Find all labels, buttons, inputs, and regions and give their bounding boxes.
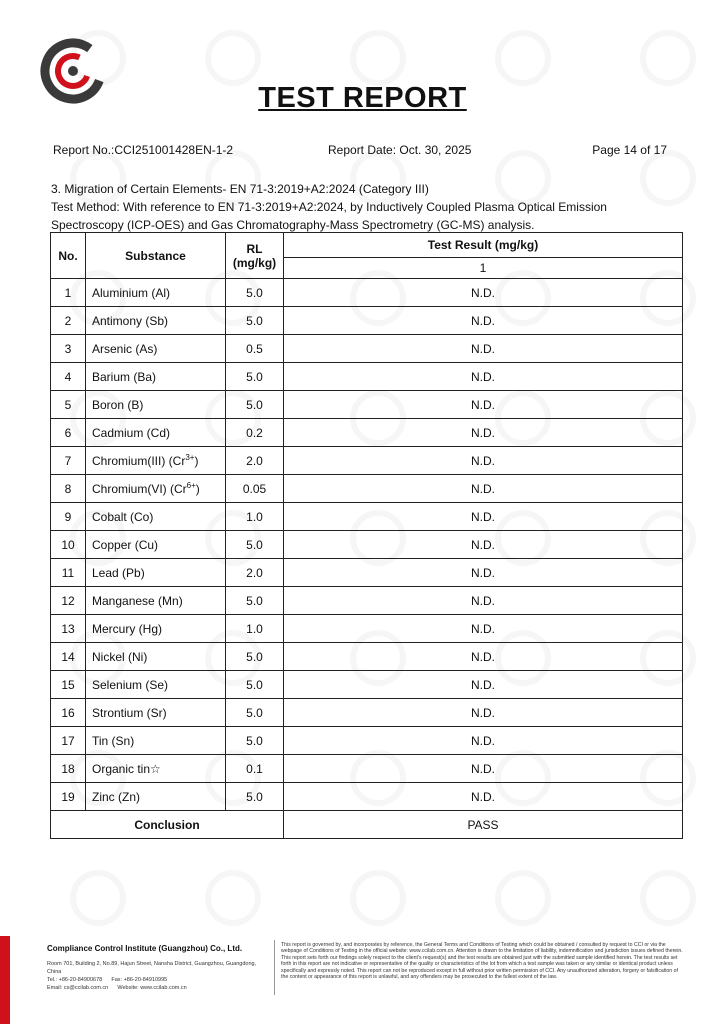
row-rl: 5.0	[226, 727, 284, 755]
table-row	[51, 671, 683, 699]
section-heading: 3. Migration of Certain Elements- EN 71-3:2019+A2:2024 (Category III)	[51, 182, 429, 196]
substance-name: Chromium(III) (Cr	[92, 454, 186, 468]
footer-company: Compliance Control Institute (Guangzhou) Co., Ltd.	[47, 944, 243, 953]
footer-accent-bar	[0, 936, 10, 1024]
footer-legal-text: This report is governed by, and incorporates by reference, the General Terms and Conditions of Testing which could be obtained / consulted by request to CCI or via the webpage of Conditions of Testing in the official website: www.ccilab.com.cn. Attention is drawn to the limitation of liability, indemnification and jurisdiction issues defined therein. This report sets forth our findings solely respect to the client's request(s) and the test results are obtained just with the submitted sample identified herein. The test results set forth in this report are not indicative or representative of the quality or characteristics of the lot from which a test sample was taken or any similar or identical product unless specifically and expressly noted. This report can not be reproduced except in full without prior written permission of CCI. Any unauthorized alteration, forgery or falsification of the content or appearance of this report is unlawful, and any offenders may be prosecuted to the fullest extent of the law.	[281, 942, 683, 981]
row-number: 11	[51, 559, 86, 587]
row-number: 5	[51, 391, 86, 419]
row-rl: 0.05	[226, 475, 284, 503]
table-row	[51, 391, 683, 419]
row-number: 6	[51, 419, 86, 447]
row-result: N.D.	[284, 279, 683, 307]
row-number: 18	[51, 755, 86, 783]
header-no: No.	[51, 233, 86, 279]
header-sample-number: 1	[284, 258, 683, 279]
row-result: N.D.	[284, 587, 683, 615]
row-number: 3	[51, 335, 86, 363]
row-result: N.D.	[284, 559, 683, 587]
table-row	[51, 559, 683, 587]
row-substance: Antimony (Sb)	[86, 307, 226, 335]
watermark-circle	[70, 870, 126, 926]
footer-tel: Tel.: +86-20-84900678	[47, 977, 103, 983]
row-number: 8	[51, 475, 86, 503]
row-result: N.D.	[284, 531, 683, 559]
row-rl: 5.0	[226, 307, 284, 335]
row-rl: 0.1	[226, 755, 284, 783]
row-substance: Lead (Pb)	[86, 559, 226, 587]
table-row	[51, 755, 683, 783]
row-rl: 2.0	[226, 447, 284, 475]
row-substance: Aluminium (Al)	[86, 279, 226, 307]
header-substance: Substance	[86, 233, 226, 279]
row-result: N.D.	[284, 475, 683, 503]
row-substance	[86, 475, 226, 503]
row-rl: 5.0	[226, 279, 284, 307]
watermark-circle	[205, 30, 261, 86]
watermark-circle	[205, 870, 261, 926]
row-result: N.D.	[284, 391, 683, 419]
row-number: 9	[51, 503, 86, 531]
row-result: N.D.	[284, 363, 683, 391]
row-number: 13	[51, 615, 86, 643]
table-row	[51, 699, 683, 727]
row-number: 14	[51, 643, 86, 671]
table-row	[51, 615, 683, 643]
watermark-circle	[640, 30, 696, 86]
row-number: 1	[51, 279, 86, 307]
substance-ion-charge: 3+	[185, 453, 195, 462]
row-rl: 1.0	[226, 615, 284, 643]
header-rl	[226, 233, 284, 279]
report-date: Report Date: Oct. 30, 2025	[328, 143, 472, 157]
table-row	[51, 727, 683, 755]
row-result: N.D.	[284, 503, 683, 531]
conclusion-value: PASS	[284, 811, 683, 839]
row-rl: 1.0	[226, 503, 284, 531]
row-rl: 2.0	[226, 559, 284, 587]
watermark-circle	[350, 30, 406, 86]
table-row	[51, 587, 683, 615]
row-rl: 0.2	[226, 419, 284, 447]
table-row	[51, 447, 683, 475]
row-result: N.D.	[284, 727, 683, 755]
watermark-circle	[350, 870, 406, 926]
row-substance: Zinc (Zn)	[86, 783, 226, 811]
row-result: N.D.	[284, 643, 683, 671]
row-result: N.D.	[284, 699, 683, 727]
table-row	[51, 363, 683, 391]
row-substance: Organic tin☆	[86, 755, 226, 783]
watermark-circle	[640, 870, 696, 926]
row-rl: 5.0	[226, 531, 284, 559]
conclusion-label: Conclusion	[51, 811, 284, 839]
watermark-circle	[495, 30, 551, 86]
row-number: 2	[51, 307, 86, 335]
row-number: 19	[51, 783, 86, 811]
watermark-circle	[495, 870, 551, 926]
report-number: Report No.:CCI251001428EN-1-2	[53, 143, 234, 157]
substance-name: Chromium(VI) (Cr	[92, 482, 187, 496]
row-rl: 5.0	[226, 699, 284, 727]
table-row	[51, 643, 683, 671]
footer-address: Room 701, Building 2, No.89, Hajun Street, Nansha District, Guangzhou, Guangdong, China	[47, 961, 257, 975]
row-substance: Tin (Sn)	[86, 727, 226, 755]
header-rl-label: RL	[246, 241, 263, 256]
header-test-result: Test Result (mg/kg)	[284, 233, 683, 258]
row-number: 16	[51, 699, 86, 727]
test-method: Test Method: With reference to EN 71-3:2019+A2:2024, by Inductively Coupled Plasma Optical Emission Spectroscopy (ICP-OES) and Gas Chromatography-Mass Spectrometry (GC-MS) analysis.	[51, 200, 607, 232]
table-row	[51, 475, 683, 503]
row-substance: Cadmium (Cd)	[86, 419, 226, 447]
page-title: TEST REPORT	[258, 82, 467, 114]
row-substance: Barium (Ba)	[86, 363, 226, 391]
footer-contact	[47, 960, 272, 992]
substance-ion-charge: 6+	[186, 481, 196, 490]
footer-divider	[274, 940, 275, 995]
row-result: N.D.	[284, 307, 683, 335]
row-rl: 5.0	[226, 671, 284, 699]
row-result: N.D.	[284, 615, 683, 643]
row-number: 10	[51, 531, 86, 559]
row-number: 12	[51, 587, 86, 615]
row-substance: Boron (B)	[86, 391, 226, 419]
footer-fax: Fax: +86-20-84910995	[111, 977, 168, 983]
table-row	[51, 279, 683, 307]
substance-tail: )	[195, 482, 200, 496]
row-number: 4	[51, 363, 86, 391]
row-rl: 5.0	[226, 391, 284, 419]
row-result: N.D.	[284, 755, 683, 783]
footer-email: Email: cs@ccilab.com.cn	[47, 985, 109, 991]
row-result: N.D.	[284, 671, 683, 699]
row-result: N.D.	[284, 783, 683, 811]
row-rl: 5.0	[226, 783, 284, 811]
row-substance: Arsenic (As)	[86, 335, 226, 363]
row-number: 17	[51, 727, 86, 755]
row-rl: 5.0	[226, 643, 284, 671]
row-rl: 5.0	[226, 587, 284, 615]
table-row	[51, 783, 683, 811]
table-row	[51, 503, 683, 531]
row-number: 15	[51, 671, 86, 699]
row-substance: Selenium (Se)	[86, 671, 226, 699]
table-row	[51, 307, 683, 335]
row-number: 7	[51, 447, 86, 475]
row-substance	[86, 447, 226, 475]
page-number: Page 14 of 17	[592, 143, 667, 157]
table-row	[51, 335, 683, 363]
row-substance: Mercury (Hg)	[86, 615, 226, 643]
row-substance: Manganese (Mn)	[86, 587, 226, 615]
row-rl: 5.0	[226, 363, 284, 391]
row-result: N.D.	[284, 419, 683, 447]
row-result: N.D.	[284, 447, 683, 475]
row-substance: Strontium (Sr)	[86, 699, 226, 727]
section-intro	[51, 180, 681, 234]
substance-tail: )	[194, 454, 199, 468]
row-substance: Copper (Cu)	[86, 531, 226, 559]
row-rl: 0.5	[226, 335, 284, 363]
header-rl-unit: (mg/kg)	[232, 255, 277, 270]
table-row	[51, 419, 683, 447]
row-substance: Nickel (Ni)	[86, 643, 226, 671]
footer-website: Website: www.ccilab.com.cn	[117, 985, 187, 991]
row-result: N.D.	[284, 335, 683, 363]
row-substance: Cobalt (Co)	[86, 503, 226, 531]
table-row	[51, 531, 683, 559]
results-table	[50, 232, 683, 839]
